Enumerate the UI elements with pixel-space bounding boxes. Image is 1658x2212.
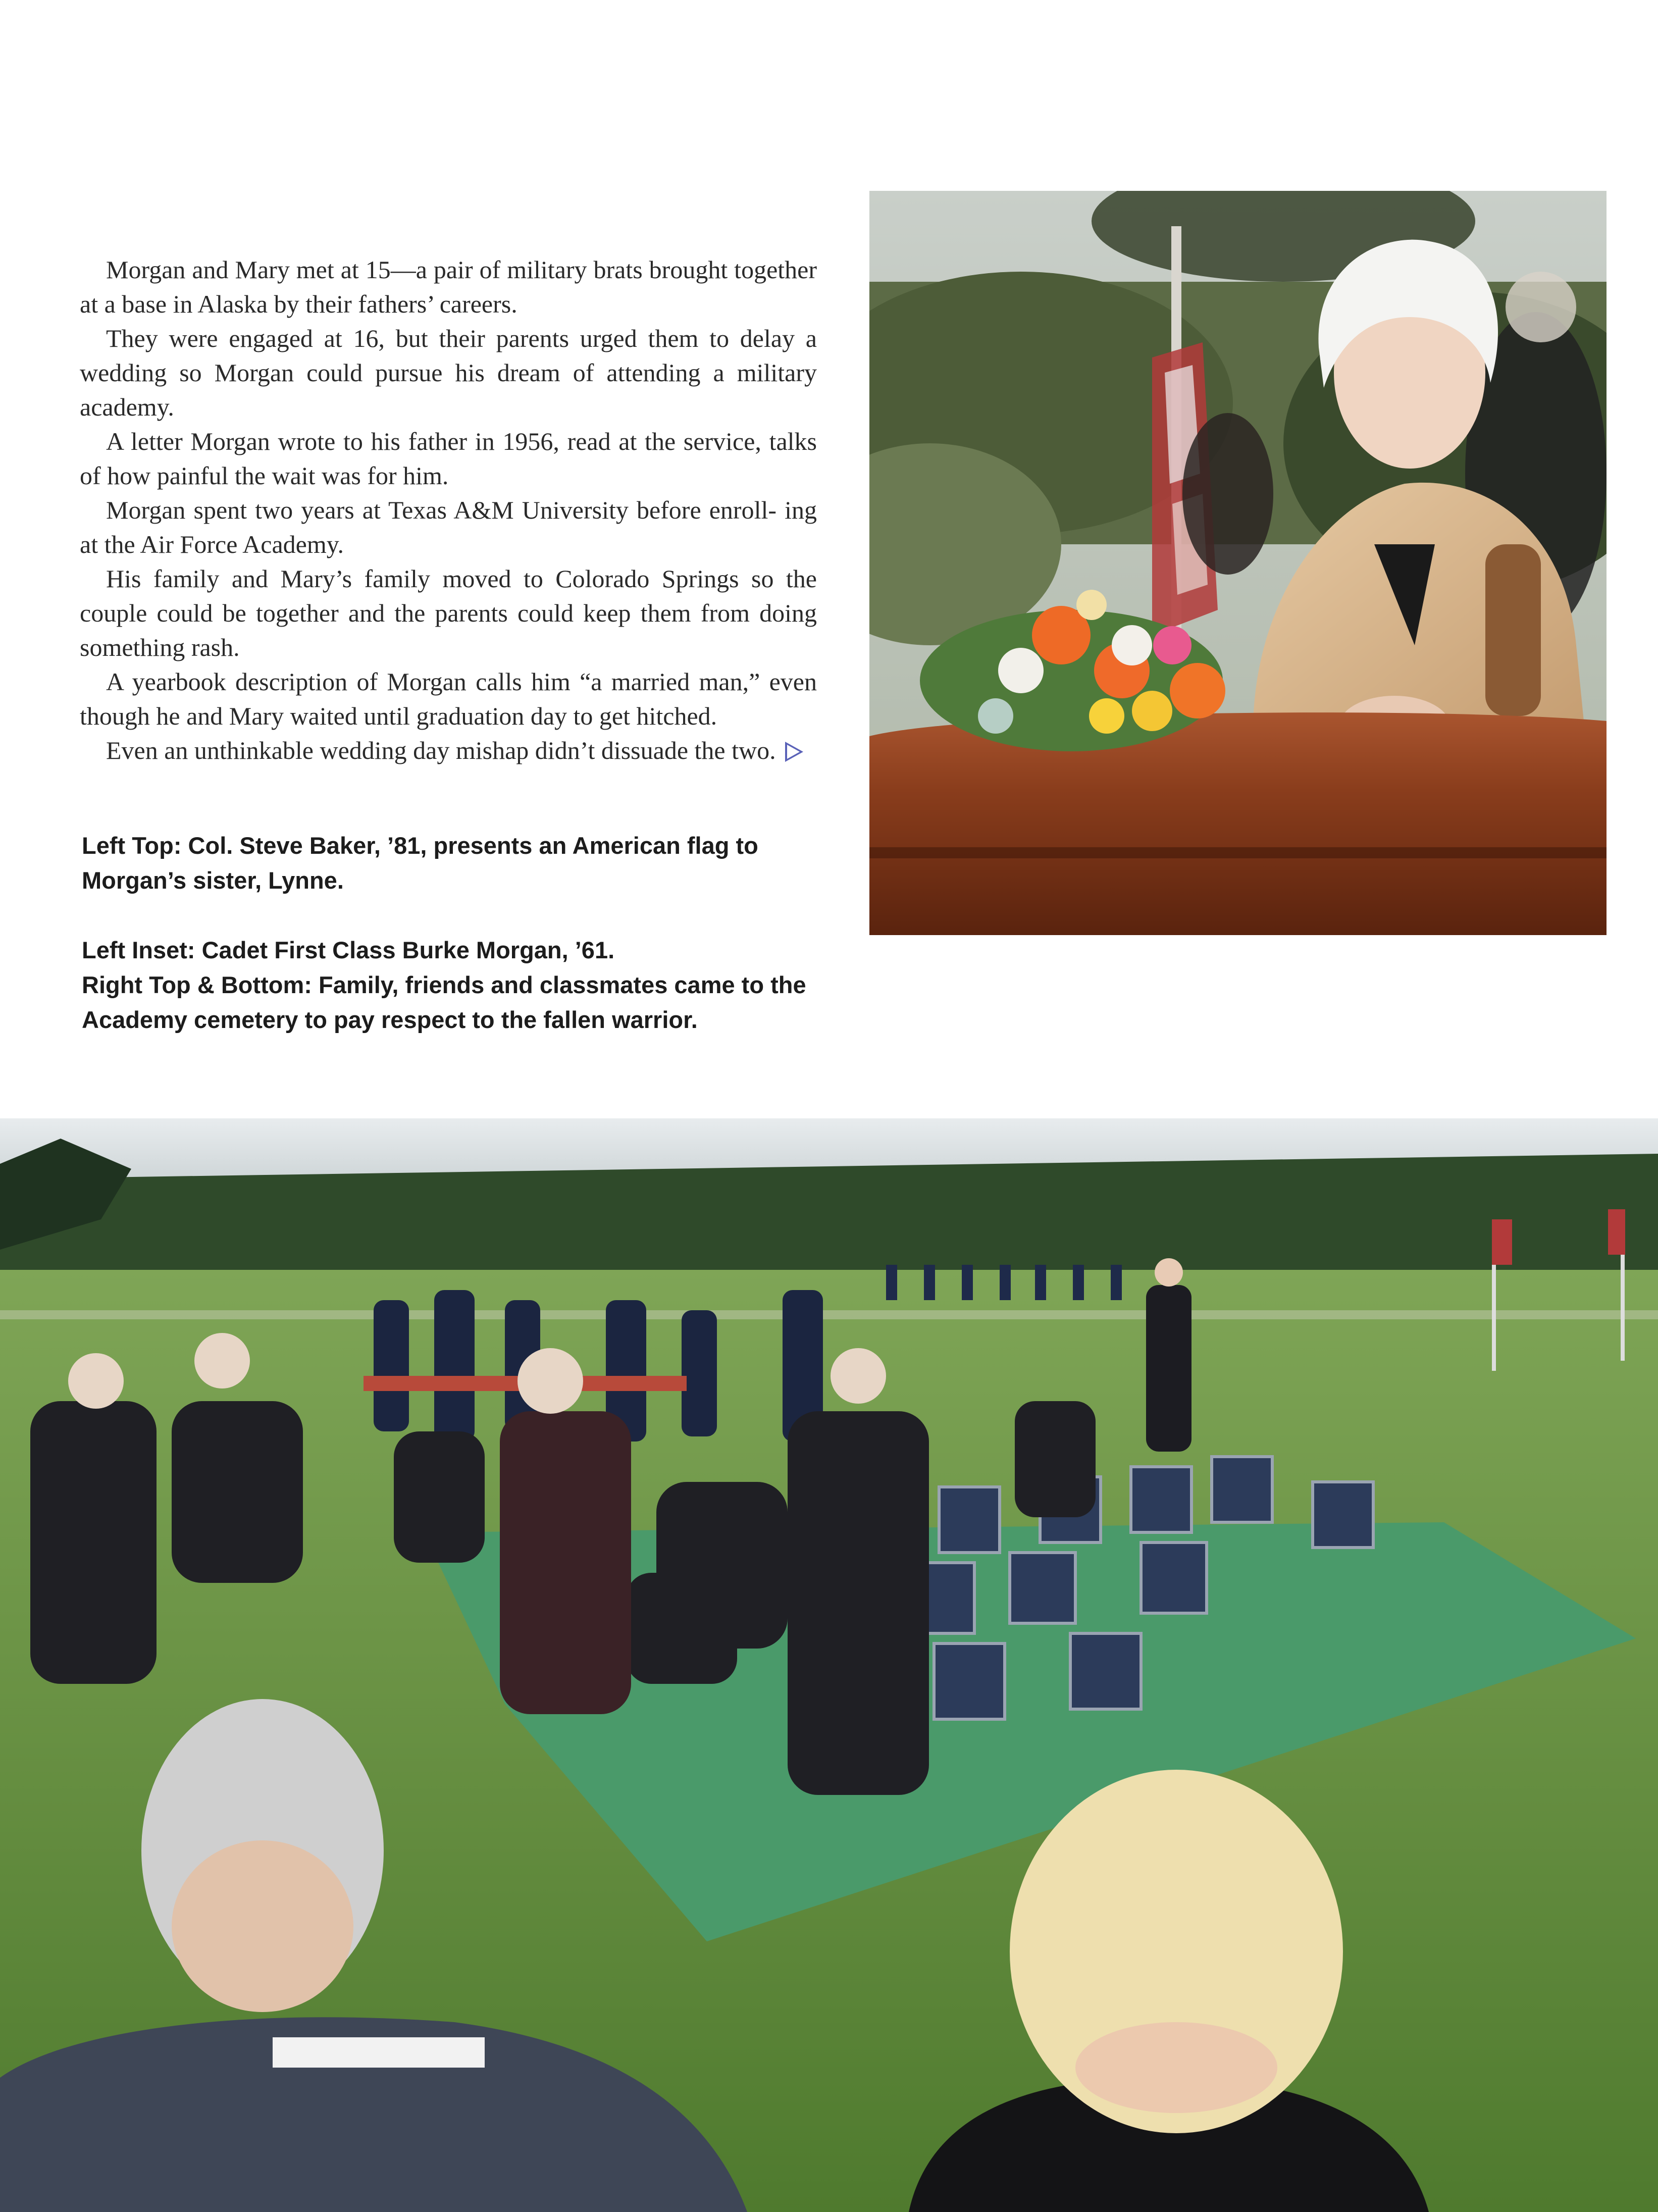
article-body xyxy=(80,252,817,767)
article-paragraph-last xyxy=(80,733,817,767)
article-paragraph: They were engaged at 16, but their parents urged them to delay a wedding so Morgan could pursue his dream of attending a military academy. xyxy=(80,324,817,421)
article-paragraph: Morgan spent two years at Texas A&M University before enroll- ing at the Air Force Academy. xyxy=(80,496,817,558)
article-paragraph: A yearbook description of Morgan calls him “a married man,” even though he and Mary waited until graduation day to get hitched. xyxy=(80,667,817,730)
article-paragraph: A letter Morgan wrote to his father in 1956, read at the service, talks of how painful the wait was for him. xyxy=(80,427,817,490)
article-paragraph: His family and Mary’s family moved to Colorado Springs so the couple could be together and the parents could keep them from doing something rash. xyxy=(80,564,817,661)
article-paragraph: Morgan and Mary met at 15—a pair of military brats brought together at a base in Alaska by their fathers’ careers. xyxy=(80,255,817,318)
photo-woman-at-casket-illustration xyxy=(869,191,1607,935)
photo-cemetery-service xyxy=(0,1118,1658,2212)
photo-woman-at-casket xyxy=(869,191,1607,935)
photo-captions xyxy=(82,828,839,1037)
article-paragraph-text: Even an unthinkable wedding day mishap didn’t dissuade the two. xyxy=(106,736,776,764)
caption-spacer xyxy=(82,898,839,933)
caption-left-inset: Left Inset: Cadet First Class Burke Morgan, ’61. xyxy=(82,937,615,963)
continue-arrow-icon xyxy=(785,742,803,762)
photo-cemetery-service-illustration xyxy=(0,1118,1658,2212)
caption-left-top: Left Top: Col. Steve Baker, ’81, presents an American flag to Morgan’s sister, Lynne. xyxy=(82,832,758,894)
caption-right-top-bottom: Right Top & Bottom: Family, friends and classmates came to the Academy cemetery to pay respect to the fallen warrior. xyxy=(82,971,806,1033)
